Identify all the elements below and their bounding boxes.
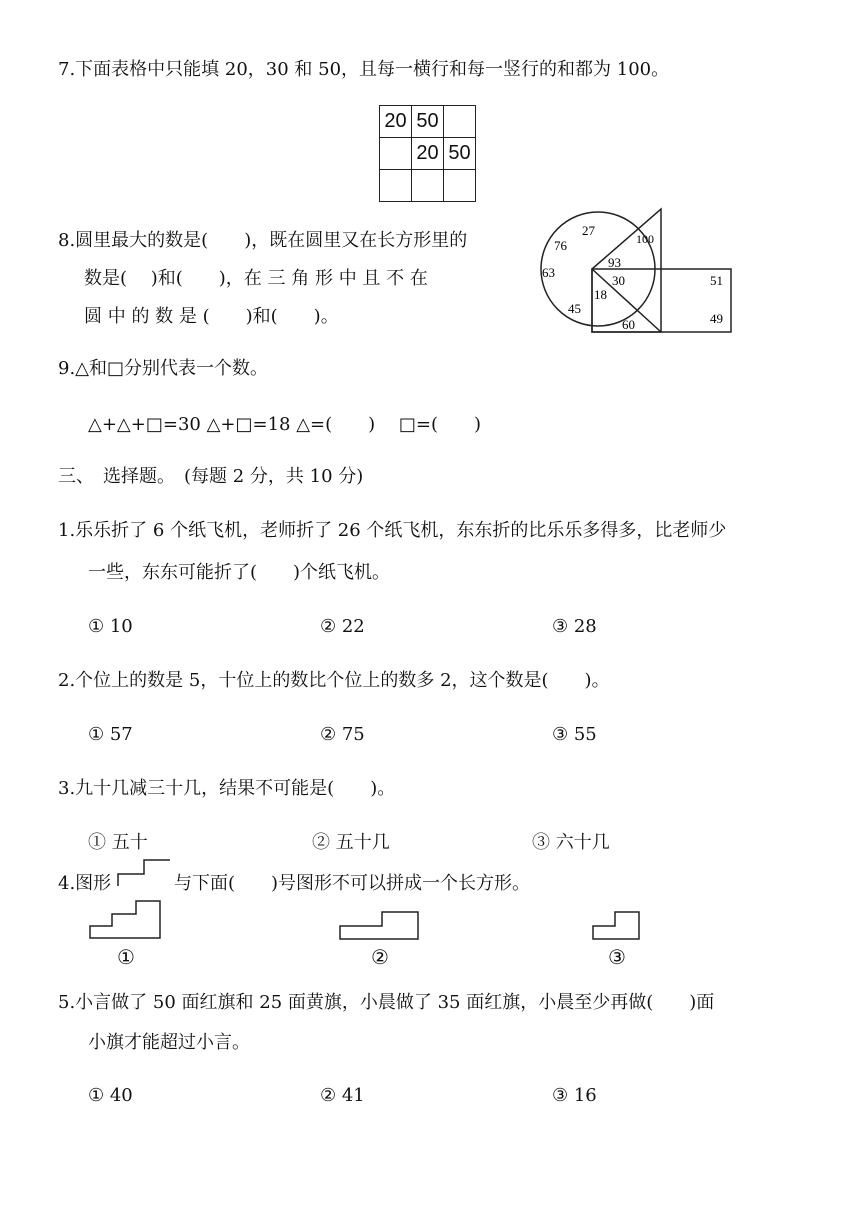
option-1[interactable]: ① 10 (88, 616, 133, 637)
option-2[interactable]: ② 五十几 (312, 832, 390, 853)
q8-line3: 圆 中 的 数 是 ( )和( )。 (84, 306, 339, 327)
option-2[interactable]: ② 41 (320, 1085, 365, 1106)
shape-label-1: ① (117, 945, 135, 969)
grid-cell[interactable] (412, 170, 444, 202)
venn-number: 45 (568, 301, 581, 316)
section-title: 三、 选择题。 (每题 2 分，共 10 分) (58, 466, 364, 487)
option-2[interactable]: ② 22 (320, 616, 365, 637)
c3-text: 3.九十几减三十几，结果不可能是( )。 (58, 778, 396, 799)
c5-line2: 小旗才能超过小言。 (88, 1032, 250, 1053)
venn-number: 49 (710, 311, 723, 326)
venn-number: 63 (542, 265, 555, 280)
grid-cell[interactable] (444, 106, 476, 138)
q7-text: 7.下面表格中只能填 20，30 和 50，且每一横行和每一竖行的和都为 100。 (58, 59, 670, 80)
option-1[interactable]: ① 57 (88, 724, 133, 745)
venn-number: 76 (554, 238, 567, 253)
grid-cell[interactable]: 20 (380, 106, 412, 138)
venn-number: 18 (594, 287, 607, 302)
venn-number: 30 (612, 273, 625, 288)
q8-line1: 8.圆里最大的数是( )，既在圆里又在长方形里的 (58, 230, 468, 251)
grid-cell[interactable]: 50 (444, 138, 476, 170)
option-3[interactable]: ③ 28 (552, 616, 597, 637)
option-3[interactable]: ③ 55 (552, 724, 597, 745)
venn-triangle (592, 209, 661, 332)
option-3[interactable]: ③ 六十几 (532, 832, 610, 853)
option-3[interactable]: ③ 16 (552, 1085, 597, 1106)
shape-label-2: ② (371, 945, 389, 969)
venn-number: 60 (622, 317, 635, 332)
q9-equation: △+△+□=30 △+□=18 △=( ) □=( ) (88, 414, 482, 435)
venn-figure (536, 205, 736, 335)
c1-line1: 1.乐乐折了 6 个纸飞机，老师折了 26 个纸飞机，东东折的比乐乐多得多，比老师少 (58, 520, 727, 541)
grid-cell[interactable]: 50 (412, 106, 444, 138)
q7-grid (379, 105, 476, 202)
c5-line1: 5.小言做了 50 面红旗和 25 面黄旗，小晨做了 35 面红旗，小晨至少再做( )面 (58, 992, 715, 1013)
q8-line2: 数是( )和( )，在 三 角 形 中 且 不 在 (84, 268, 428, 289)
grid-cell[interactable] (444, 170, 476, 202)
q9-text: 9.△和□分别代表一个数。 (58, 358, 269, 379)
c1-line2: 一些，东东可能折了( )个纸飞机。 (88, 562, 391, 583)
c4-prefix: 4.图形 (58, 873, 112, 894)
shape-option-2[interactable] (338, 906, 422, 942)
shape-option-3[interactable] (591, 906, 643, 942)
venn-number: 93 (608, 255, 621, 270)
option-1[interactable]: ① 40 (88, 1085, 133, 1106)
grid-cell[interactable] (380, 138, 412, 170)
option-2[interactable]: ② 75 (320, 724, 365, 745)
grid-cell[interactable] (380, 170, 412, 202)
venn-number: 51 (710, 273, 723, 288)
shape-label-3: ③ (608, 945, 626, 969)
c4-suffix: 与下面( )号图形不可以拼成一个长方形。 (174, 873, 531, 894)
shape-option-1[interactable] (88, 898, 164, 942)
staircase-shape (116, 856, 172, 888)
venn-number: 27 (582, 223, 595, 238)
venn-number: 100 (636, 232, 654, 246)
option-1[interactable]: ① 五十 (88, 832, 148, 853)
grid-cell[interactable]: 20 (412, 138, 444, 170)
c2-text: 2.个位上的数是 5，十位上的数比个位上的数多 2，这个数是( )。 (58, 670, 610, 691)
